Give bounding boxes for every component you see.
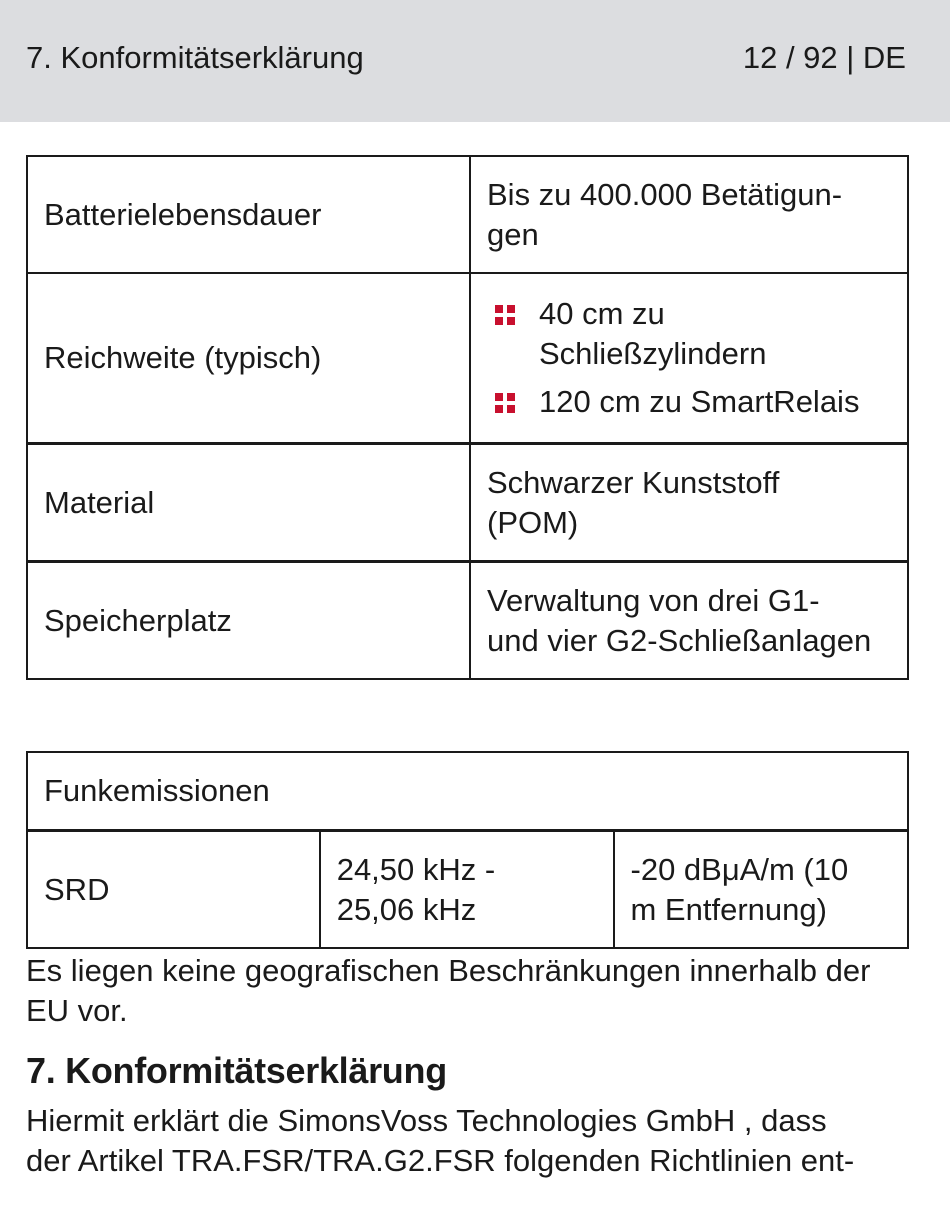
section-heading: 7. Konformitätserklärung [26,1050,447,1091]
spec-value [470,156,908,273]
spec-value [470,562,908,680]
body-line: der Artikel TRA.FSR/TRA.G2.FSR folgenden Richtlinien ent- [26,1143,855,1178]
square-bullet-icon [495,393,515,413]
note-line: EU vor. [26,993,128,1028]
list-item [487,382,891,422]
frequency-line: 24,50 kHz - [336,851,496,887]
bullet-text-line: Schließzylindern [539,336,767,371]
frequency-line: 25,06 kHz [336,891,477,927]
table-row [27,156,908,273]
restriction-note [26,951,926,1031]
square-bullet-icon [495,305,515,325]
note-line: Es liegen keine geografischen Beschränkungen innerhalb der [26,953,871,988]
table-row [27,444,908,562]
table-header: Funkemissionen [27,752,908,831]
spec-label: Batterielebensdauer [27,156,470,273]
page-header [0,0,950,122]
header-title: 7. Konformitätserklärung [26,40,364,75]
body-line: Hiermit erklärt die SimonsVoss Technologies GmbH , dass [26,1103,827,1138]
spec-value-line: Bis zu 400.000 Betätigun- [487,176,843,212]
page-number: 12 / 92 | DE [742,40,906,75]
table-header-row [27,752,908,831]
table-row [27,562,908,680]
spec-label: Reichweite (typisch) [27,273,470,444]
spec-value-line: Schwarzer Kunststoff [487,464,780,500]
spec-value-line: und vier G2-Schließanlagen [487,622,872,658]
emission-type: SRD [27,831,320,949]
spec-value [470,444,908,562]
spec-value [470,273,908,444]
table-row [27,831,908,949]
section-body [26,1101,926,1181]
radio-emissions-table [26,751,909,949]
spec-value-line: Verwaltung von drei G1- [487,582,820,618]
list-item [487,294,891,374]
power-line: -20 dBμA/m (10 [630,851,849,887]
bullet-text-line: 40 cm zu [539,296,665,331]
spec-table [26,155,909,680]
spec-label: Material [27,444,470,562]
spec-value-line: (POM) [487,504,579,540]
emission-power [614,831,909,949]
bullet-text-line: 120 cm zu SmartRelais [539,384,860,419]
emission-frequency [320,831,614,949]
power-line: m Entfernung) [630,891,827,927]
table-row [27,273,908,444]
spec-value-line: gen [487,216,539,252]
spec-label: Speicherplatz [27,562,470,680]
bullet-list [487,294,891,422]
